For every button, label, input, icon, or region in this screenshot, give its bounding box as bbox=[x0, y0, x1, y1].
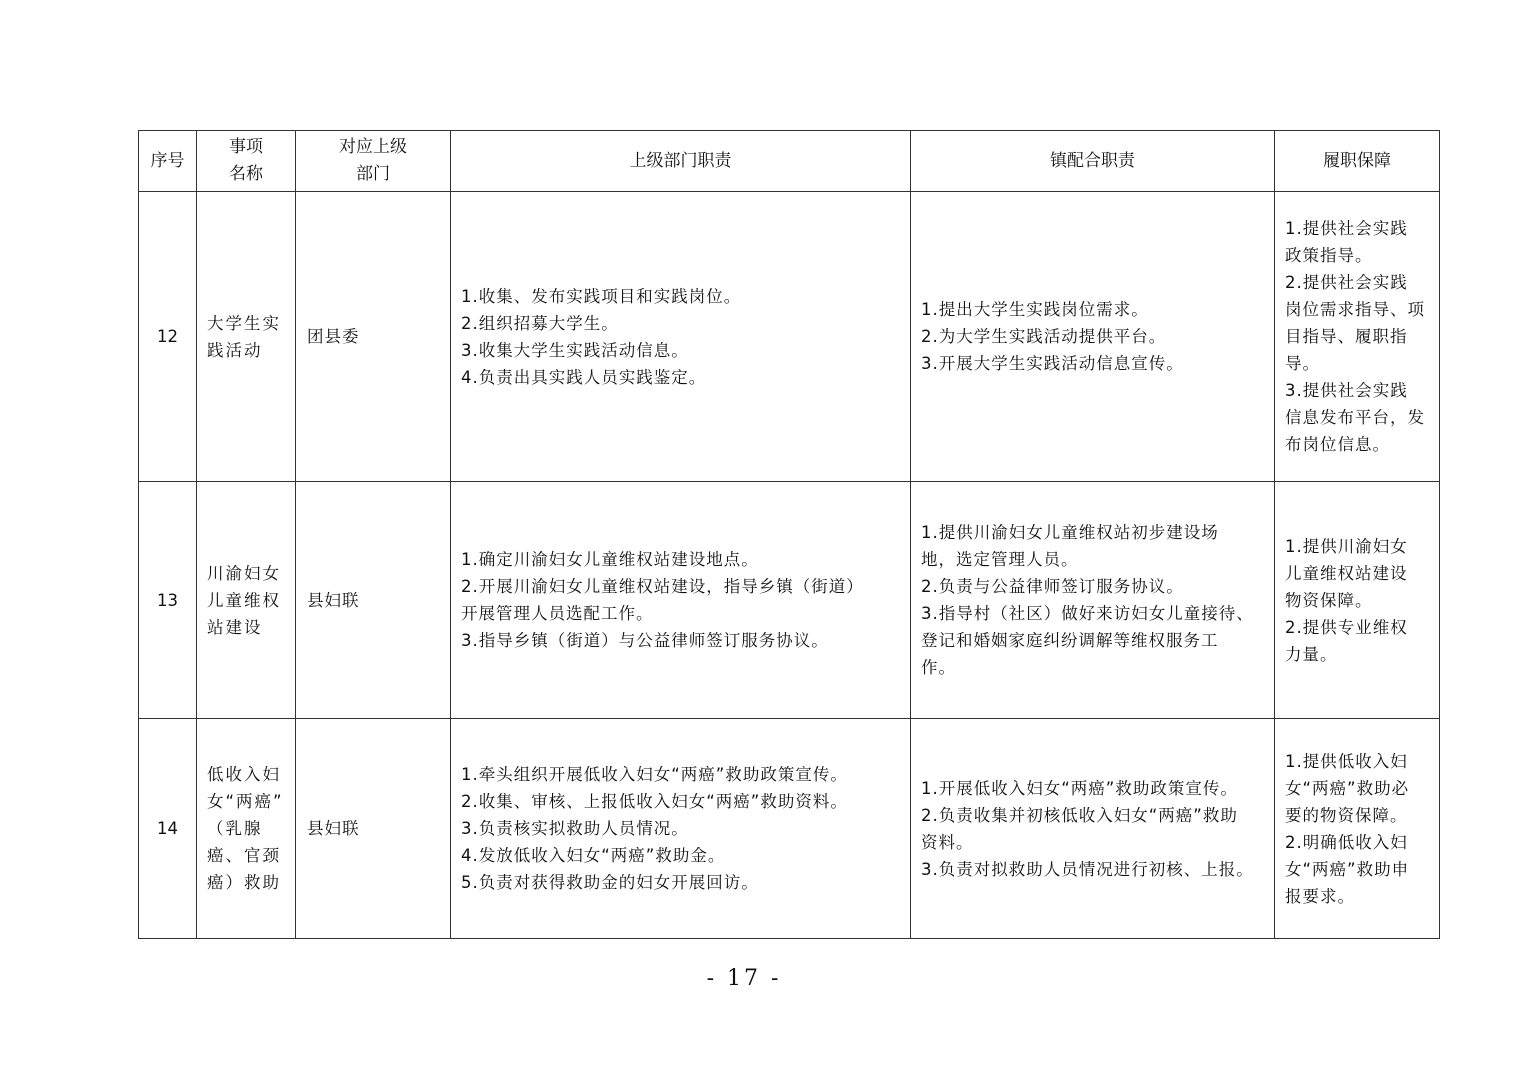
cell-line: 4.发放低收入妇女“两癌”救助金。 bbox=[461, 846, 726, 865]
table-row bbox=[139, 482, 1440, 719]
cell-duty bbox=[451, 719, 911, 939]
cell-line: 3.指导乡镇（街道）与公益律师签订服务协议。 bbox=[461, 631, 829, 650]
cell-line: 站建设 bbox=[207, 617, 263, 637]
cell-line: 儿童维权 bbox=[207, 590, 281, 610]
cell-line: 女“两癌”救助申 bbox=[1285, 859, 1410, 879]
header-guarantee: 履职保障 bbox=[1275, 131, 1440, 192]
cell-line: 3.负责核实拟救助人员情况。 bbox=[461, 819, 689, 838]
cell-guarantee bbox=[1275, 482, 1440, 719]
cell-line: 信息发布平台，发 bbox=[1285, 408, 1425, 427]
cell-line: 女“两癌” bbox=[207, 792, 284, 811]
cell-seq: 14 bbox=[139, 719, 197, 939]
table-row bbox=[139, 719, 1440, 939]
cell-line: 1.提供川渝妇女 bbox=[1285, 536, 1408, 556]
cell-duty bbox=[451, 482, 911, 719]
cell-line: 2.提供社会实践 bbox=[1285, 273, 1408, 292]
cell-guarantee bbox=[1275, 192, 1440, 482]
cell-line: 1.开展低收入妇女“两癌”救助政策宣传。 bbox=[921, 778, 1238, 798]
cell-line: 政策指导。 bbox=[1285, 246, 1373, 265]
cell-line: 1.提供社会实践 bbox=[1285, 219, 1408, 238]
cell-name bbox=[197, 192, 296, 482]
cell-line: 川渝妇女 bbox=[207, 563, 281, 583]
cell-line: 岗位需求指导、项 bbox=[1285, 300, 1425, 319]
cell-line: 1.提供川渝妇女儿童维权站初步建设场 bbox=[921, 523, 1219, 542]
cell-line: 癌、官颈 bbox=[207, 846, 281, 865]
cell-line: 作。 bbox=[921, 658, 956, 677]
cell-line: 资料。 bbox=[921, 832, 974, 852]
header-name bbox=[197, 131, 296, 192]
cell-line: 4.负责出具实践人员实践鉴定。 bbox=[461, 367, 707, 387]
cell-line: 2.负责收集并初核低收入妇女“两癌”救助 bbox=[921, 805, 1238, 825]
cell-seq: 12 bbox=[139, 192, 197, 482]
cell-line: 2.为大学生实践活动提供平台。 bbox=[921, 327, 1167, 346]
cell-line: 2.开展川渝妇女儿童维权站建设，指导乡镇（街道） bbox=[461, 577, 864, 596]
cell-line: 地，选定管理人员。 bbox=[921, 550, 1079, 569]
cell-line: 布岗位信息。 bbox=[1285, 435, 1390, 454]
cell-line: 3.负责对拟救助人员情况进行初核、上报。 bbox=[921, 859, 1254, 879]
cell-line: 低收入妇 bbox=[207, 765, 281, 784]
table-header-row bbox=[139, 131, 1440, 192]
cell-line: 报要求。 bbox=[1285, 886, 1355, 906]
cell-line: 儿童维权站建设 bbox=[1285, 563, 1408, 583]
header-town: 镇配合职责 bbox=[911, 131, 1275, 192]
cell-line: 要的物资保障。 bbox=[1285, 805, 1408, 825]
responsibility-table bbox=[138, 130, 1440, 939]
cell-line: （乳腺 bbox=[207, 819, 263, 838]
cell-line: 癌）救助 bbox=[207, 873, 281, 892]
cell-line: 2.负责与公益律师签订服务协议。 bbox=[921, 577, 1184, 596]
cell-line: 开展管理人员选配工作。 bbox=[461, 604, 654, 623]
cell-line: 物资保障。 bbox=[1285, 590, 1373, 610]
cell-town bbox=[911, 719, 1275, 939]
cell-dept: 县妇联 bbox=[296, 482, 451, 719]
cell-line: 力量。 bbox=[1285, 644, 1338, 664]
header-name-line: 名称 bbox=[229, 164, 263, 184]
cell-line: 大学生实 bbox=[207, 313, 281, 333]
cell-line: 女“两癌”救助必 bbox=[1285, 778, 1410, 798]
header-duty: 上级部门职责 bbox=[451, 131, 911, 192]
cell-line: 1.提供低收入妇 bbox=[1285, 751, 1408, 771]
cell-guarantee bbox=[1275, 719, 1440, 939]
page-number: - 17 - bbox=[706, 966, 782, 991]
cell-line: 5.负责对获得救助金的妇女开展回访。 bbox=[461, 873, 759, 892]
cell-line: 2.收集、审核、上报低收入妇女“两癌”救助资料。 bbox=[461, 792, 848, 811]
header-dept bbox=[296, 131, 451, 192]
cell-duty bbox=[451, 192, 911, 482]
cell-name bbox=[197, 719, 296, 939]
cell-seq: 13 bbox=[139, 482, 197, 719]
header-seq: 序号 bbox=[139, 131, 197, 192]
table-row bbox=[139, 192, 1440, 482]
cell-line: 1.提出大学生实践岗位需求。 bbox=[921, 300, 1149, 319]
cell-line: 登记和婚姻家庭纠纷调解等维权服务工 bbox=[921, 631, 1219, 650]
cell-line: 2.组织招募大学生。 bbox=[461, 313, 619, 333]
cell-line: 1.收集、发布实践项目和实践岗位。 bbox=[461, 286, 742, 306]
cell-line: 3.提供社会实践 bbox=[1285, 381, 1408, 400]
cell-line: 2.提供专业维权 bbox=[1285, 617, 1408, 637]
cell-name bbox=[197, 482, 296, 719]
cell-line: 2.明确低收入妇 bbox=[1285, 832, 1408, 852]
cell-line: 目指导、履职指 bbox=[1285, 327, 1408, 346]
cell-line: 1.牵头组织开展低收入妇女“两癌”救助政策宣传。 bbox=[461, 765, 848, 784]
header-dept-line: 对应上级 bbox=[339, 137, 407, 157]
cell-town bbox=[911, 192, 1275, 482]
cell-dept: 县妇联 bbox=[296, 719, 451, 939]
cell-line: 践活动 bbox=[207, 340, 263, 360]
cell-town bbox=[911, 482, 1275, 719]
cell-line: 3.开展大学生实践活动信息宣传。 bbox=[921, 354, 1184, 373]
cell-line: 1.确定川渝妇女儿童维权站建设地点。 bbox=[461, 550, 759, 569]
cell-line: 3.收集大学生实践活动信息。 bbox=[461, 340, 689, 360]
cell-dept: 团县委 bbox=[296, 192, 451, 482]
cell-line: 3.指导村（社区）做好来访妇女儿童接待、 bbox=[921, 604, 1254, 623]
header-dept-line: 部门 bbox=[356, 164, 390, 184]
cell-line: 导。 bbox=[1285, 354, 1320, 373]
header-name-line: 事项 bbox=[229, 137, 263, 157]
